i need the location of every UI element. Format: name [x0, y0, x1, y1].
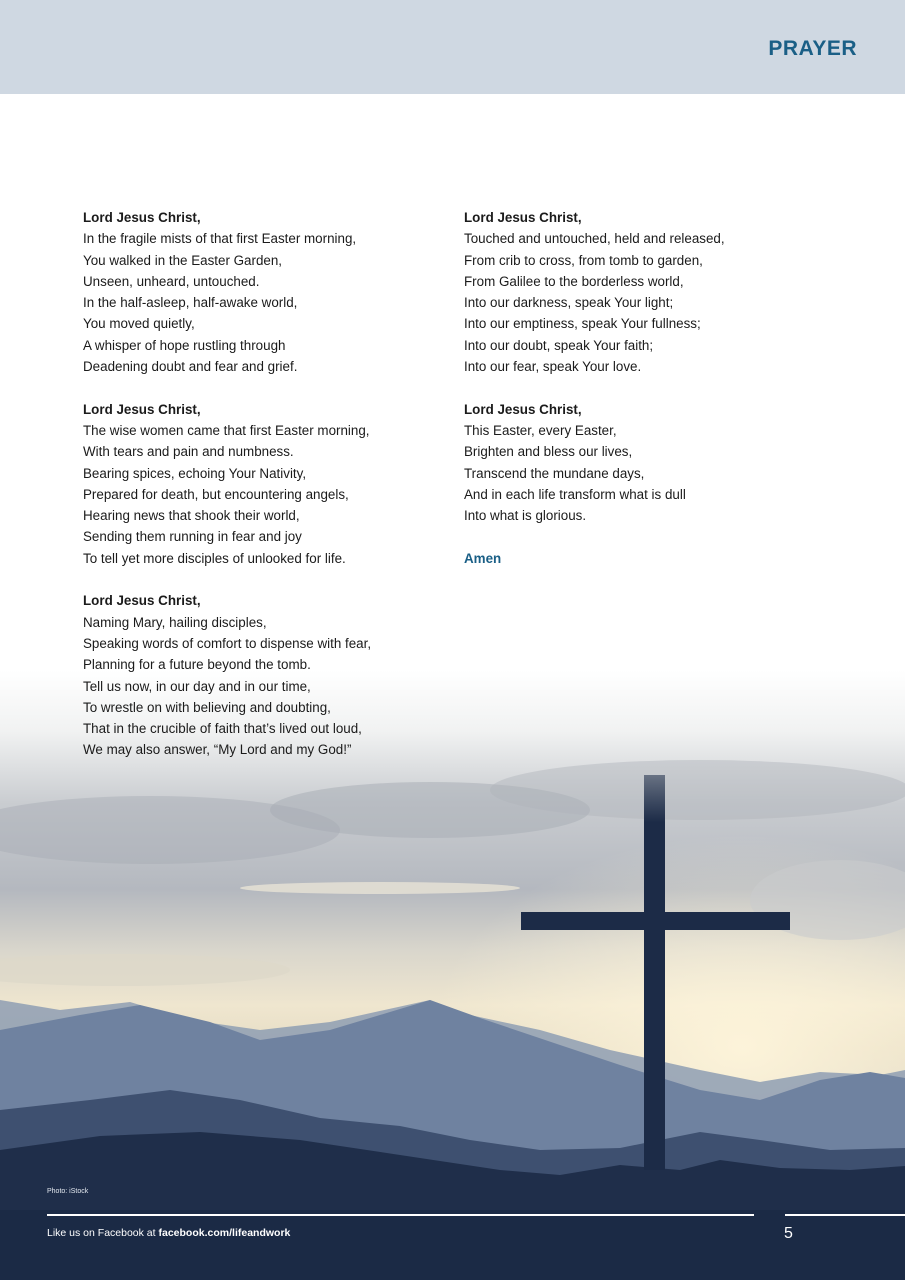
section-title: PRAYER	[768, 37, 857, 60]
prayer-line: Into our emptiness, speak Your fullness;	[464, 316, 701, 332]
prayer-left-column	[83, 207, 413, 782]
prayer-line: You moved quietly,	[83, 316, 195, 332]
stanza-heading: Lord Jesus Christ,	[83, 401, 201, 417]
facebook-link[interactable]: facebook.com/lifeandwork	[158, 1227, 291, 1239]
stanza-heading: Lord Jesus Christ,	[464, 210, 582, 225]
prayer-stanza	[83, 207, 413, 377]
prayer-stanza	[83, 399, 413, 569]
prayer-line: With tears and pain and numbness.	[83, 444, 294, 460]
prayer-line: Planning for a future beyond the tomb.	[83, 657, 311, 673]
prayer-line: Deadening doubt and fear and grief.	[83, 359, 298, 375]
prayer-stanza	[464, 207, 794, 377]
footer-divider-right	[785, 1214, 905, 1216]
prayer-stanza	[464, 399, 794, 527]
stanza-heading: Lord Jesus Christ,	[83, 210, 201, 225]
prayer-line: We may also answer, “My Lord and my God!”	[83, 742, 352, 758]
stanza-heading: Lord Jesus Christ,	[464, 401, 582, 417]
prayer-line: Tell us now, in our day and in our time,	[83, 678, 311, 694]
prayer-line: Into our fear, speak Your love.	[464, 359, 642, 375]
prayer-line: The wise women came that first Easter morning,	[83, 422, 370, 438]
prayer-line: From Galilee to the borderless world,	[464, 273, 684, 289]
photo-credit: Photo: iStock	[47, 1188, 89, 1195]
prayer-line: Bearing spices, echoing Your Nativity,	[83, 465, 307, 481]
prayer-line: You walked in the Easter Garden,	[83, 252, 283, 268]
prayer-line: Unseen, unheard, untouched.	[83, 273, 260, 289]
prayer-line: Touched and untouched, held and released,	[464, 231, 725, 247]
prayer-line: Hearing news that shook their world,	[83, 508, 300, 524]
footer-facebook-text	[47, 1227, 290, 1239]
prayer-line: From crib to cross, from tomb to garden,	[464, 252, 703, 268]
prayer-line: Brighten and bless our lives,	[464, 444, 633, 460]
prayer-line: To wrestle on with believing and doubting,	[83, 699, 331, 715]
prayer-line: A whisper of hope rustling through	[83, 337, 286, 353]
prayer-line: To tell yet more disciples of unlooked for life.	[83, 550, 346, 566]
prayer-line: Into what is glorious.	[464, 508, 587, 524]
prayer-line: Naming Mary, hailing disciples,	[83, 614, 267, 630]
footer-divider	[47, 1214, 754, 1216]
page-number: 5	[784, 1225, 793, 1242]
prayer-closing-amen: Amen	[464, 550, 502, 566]
prayer-line: Into our darkness, speak Your light;	[464, 295, 674, 311]
prayer-line: That in the crucible of faith that’s lived out loud,	[83, 721, 362, 737]
footer-facebook-prefix: Like us on Facebook at	[47, 1227, 159, 1239]
prayer-line: Into our doubt, speak Your faith;	[464, 337, 654, 353]
stanza-heading: Lord Jesus Christ,	[83, 593, 201, 609]
prayer-line: Sending them running in fear and joy	[83, 529, 302, 545]
prayer-stanza	[83, 590, 413, 760]
prayer-line: Speaking words of comfort to dispense with fear,	[83, 635, 372, 651]
prayer-line: Transcend the mundane days,	[464, 465, 645, 481]
prayer-line: In the half-asleep, half-awake world,	[83, 295, 298, 311]
prayer-line: And in each life transform what is dull	[464, 486, 686, 502]
prayer-line: This Easter, every Easter,	[464, 422, 617, 438]
prayer-right-column	[464, 207, 794, 569]
prayer-line: Prepared for death, but encountering angels,	[83, 486, 349, 502]
prayer-line: In the fragile mists of that first Easter morning,	[83, 231, 357, 247]
